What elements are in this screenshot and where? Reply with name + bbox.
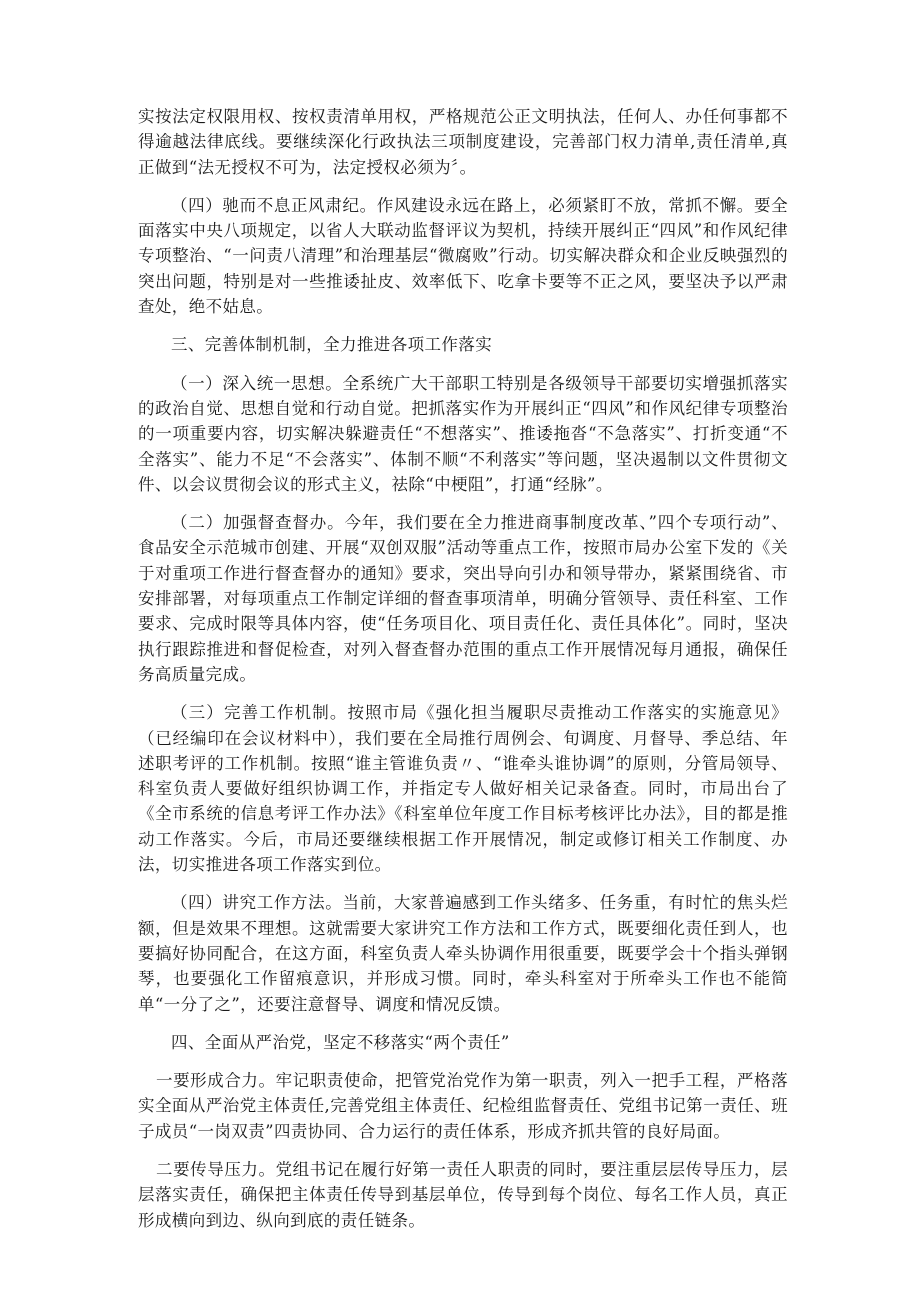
paragraph-section-2-4: （四）驰而不息正风肃纪。作风建设永远在路上，必须紧盯不放，常抓不懈。要全面落实中央八项规定，以省人大联动监督评议为契机，持续开展纠正“四风”和作风纪律专项整治、“一问责八清理”和治理基层“微腐败”行动。切实解决群众和企业反映强烈的突出问题，特别是对一些推诿扯皮、效率低下、吃拿卡要等不正之风，要坚决予以严肃查处，绝不姑息。 bbox=[138, 195, 788, 317]
paragraph-section-3-1: （一）深入统一思想。全系统广大干部职工特别是各级领导干部要切实增强抓落实的政治自觉、思想自觉和行动自觉。把抓落实作为开展纠正“四风”和作风纪律专项整治的一项重要内容，切实解决躲避责任“不想落实”、推诿拖沓“不急落实”、打折变通“不全落实”、能力不足“不会落实”、体制不顺“不利落实”等问题，坚决遏制以文件贯彻文件、以会议贯彻会议的形式主义，祛除“中梗阻”，打通“经脉”。 bbox=[138, 373, 788, 494]
paragraph-section-3-3: （三）完善工作机制。按照市局《强化担当履职尽责推动工作落实的实施意见》（已经编印在会议材料中），我们要在全局推行周例会、旬调度、月督导、季总结、年述职考评的工作机制。按照“谁主管谁负责〃、“谁牵头谁协调”的原则，分管局领导、科室负责人要做好组织协调工作，并指定专人做好相关记录备查。同时，市局出台了《全市系统的信息考评工作办法》《科室单位年度工作目标考核评比办法》，目的都是推动工作落实。今后，市局还要继续根据工作开展情况，制定或修订相关工作制度、办法，切实推进各项工作落实到位。 bbox=[138, 703, 788, 875]
paragraph-section-3-4: （四）讲究工作方法。当前，大家普遍感到工作头绪多、任务重，有时忙的焦头烂额，但是效果不理想。这就需要大家讲究工作方法和工作方式，既要细化责任到人，也要搞好协同配合，在这方面，科室负责人牵头协调作用很重要，既要学会十个指头弹钢琴，也要强化工作留痕意识，并形成习惯。同时，牵头科室对于所牵头工作也不能简单“一分了之”，还要注意督导、调度和情况反馈。 bbox=[138, 893, 788, 1014]
paragraph-section-3-2: （二）加强督查督办。今年，我们要在全力推进商事制度改革、”四个专项行动”、食品安全示范城市创建、开展“双创双服”活动等重点工作，按照市局办公室下发的《关于对重项工作进行督查督办的通知》要求，突出导向引办和领导带办，紧紧围绕省、市安排部署，对每项重点工作制定详细的督查事项清单，明确分管领导、责任科室、工作要求、完成时限等具体内容，使“任务项目化、项目责任化、责任具体化”。同时，坚决执行跟踪推进和督促检查，对列入督查督办范围的重点工作开展情况每月通报，确保任务高质量完成。 bbox=[138, 513, 788, 684]
paragraph-continuation: 实按法定权限用权、按权责清单用权，严格规范公正文明执法，任何人、办任何事都不得逾越法律底线。要继续深化行政执法三项制度建设，完善部门权力清单,责任清单,真正做到“法无授权不可为，法定授权必须为〞。 bbox=[138, 107, 788, 177]
section-heading-3: 三、完善体制机制，全力推进各项工作落实 bbox=[171, 335, 493, 355]
section-heading-4: 四、全面从严治党，坚定不移落实“两个责任” bbox=[171, 1032, 510, 1052]
paragraph-section-4-2: 二要传导压力。党组书记在履行好第一责任人职责的同时，要注重层层传导压力，层层落实责任，确保把主体责任传导到基层单位，传导到每个岗位、每名工作人员，真正形成横向到边、纵向到底的责任链条。 bbox=[138, 1159, 788, 1230]
paragraph-section-4-1: 一要形成合力。牢记职责使命，把管党治党作为第一职责，列入一把手工程，严格落实全面从严治党主体责任,完善党组主体责任、纪检组监督责任、党组书记第一责任、班子成员“一岗双责”四责协同、合力运行的责任体系，形成齐抓共管的良好局面。 bbox=[138, 1071, 788, 1141]
document-body bbox=[138, 104, 788, 1246]
